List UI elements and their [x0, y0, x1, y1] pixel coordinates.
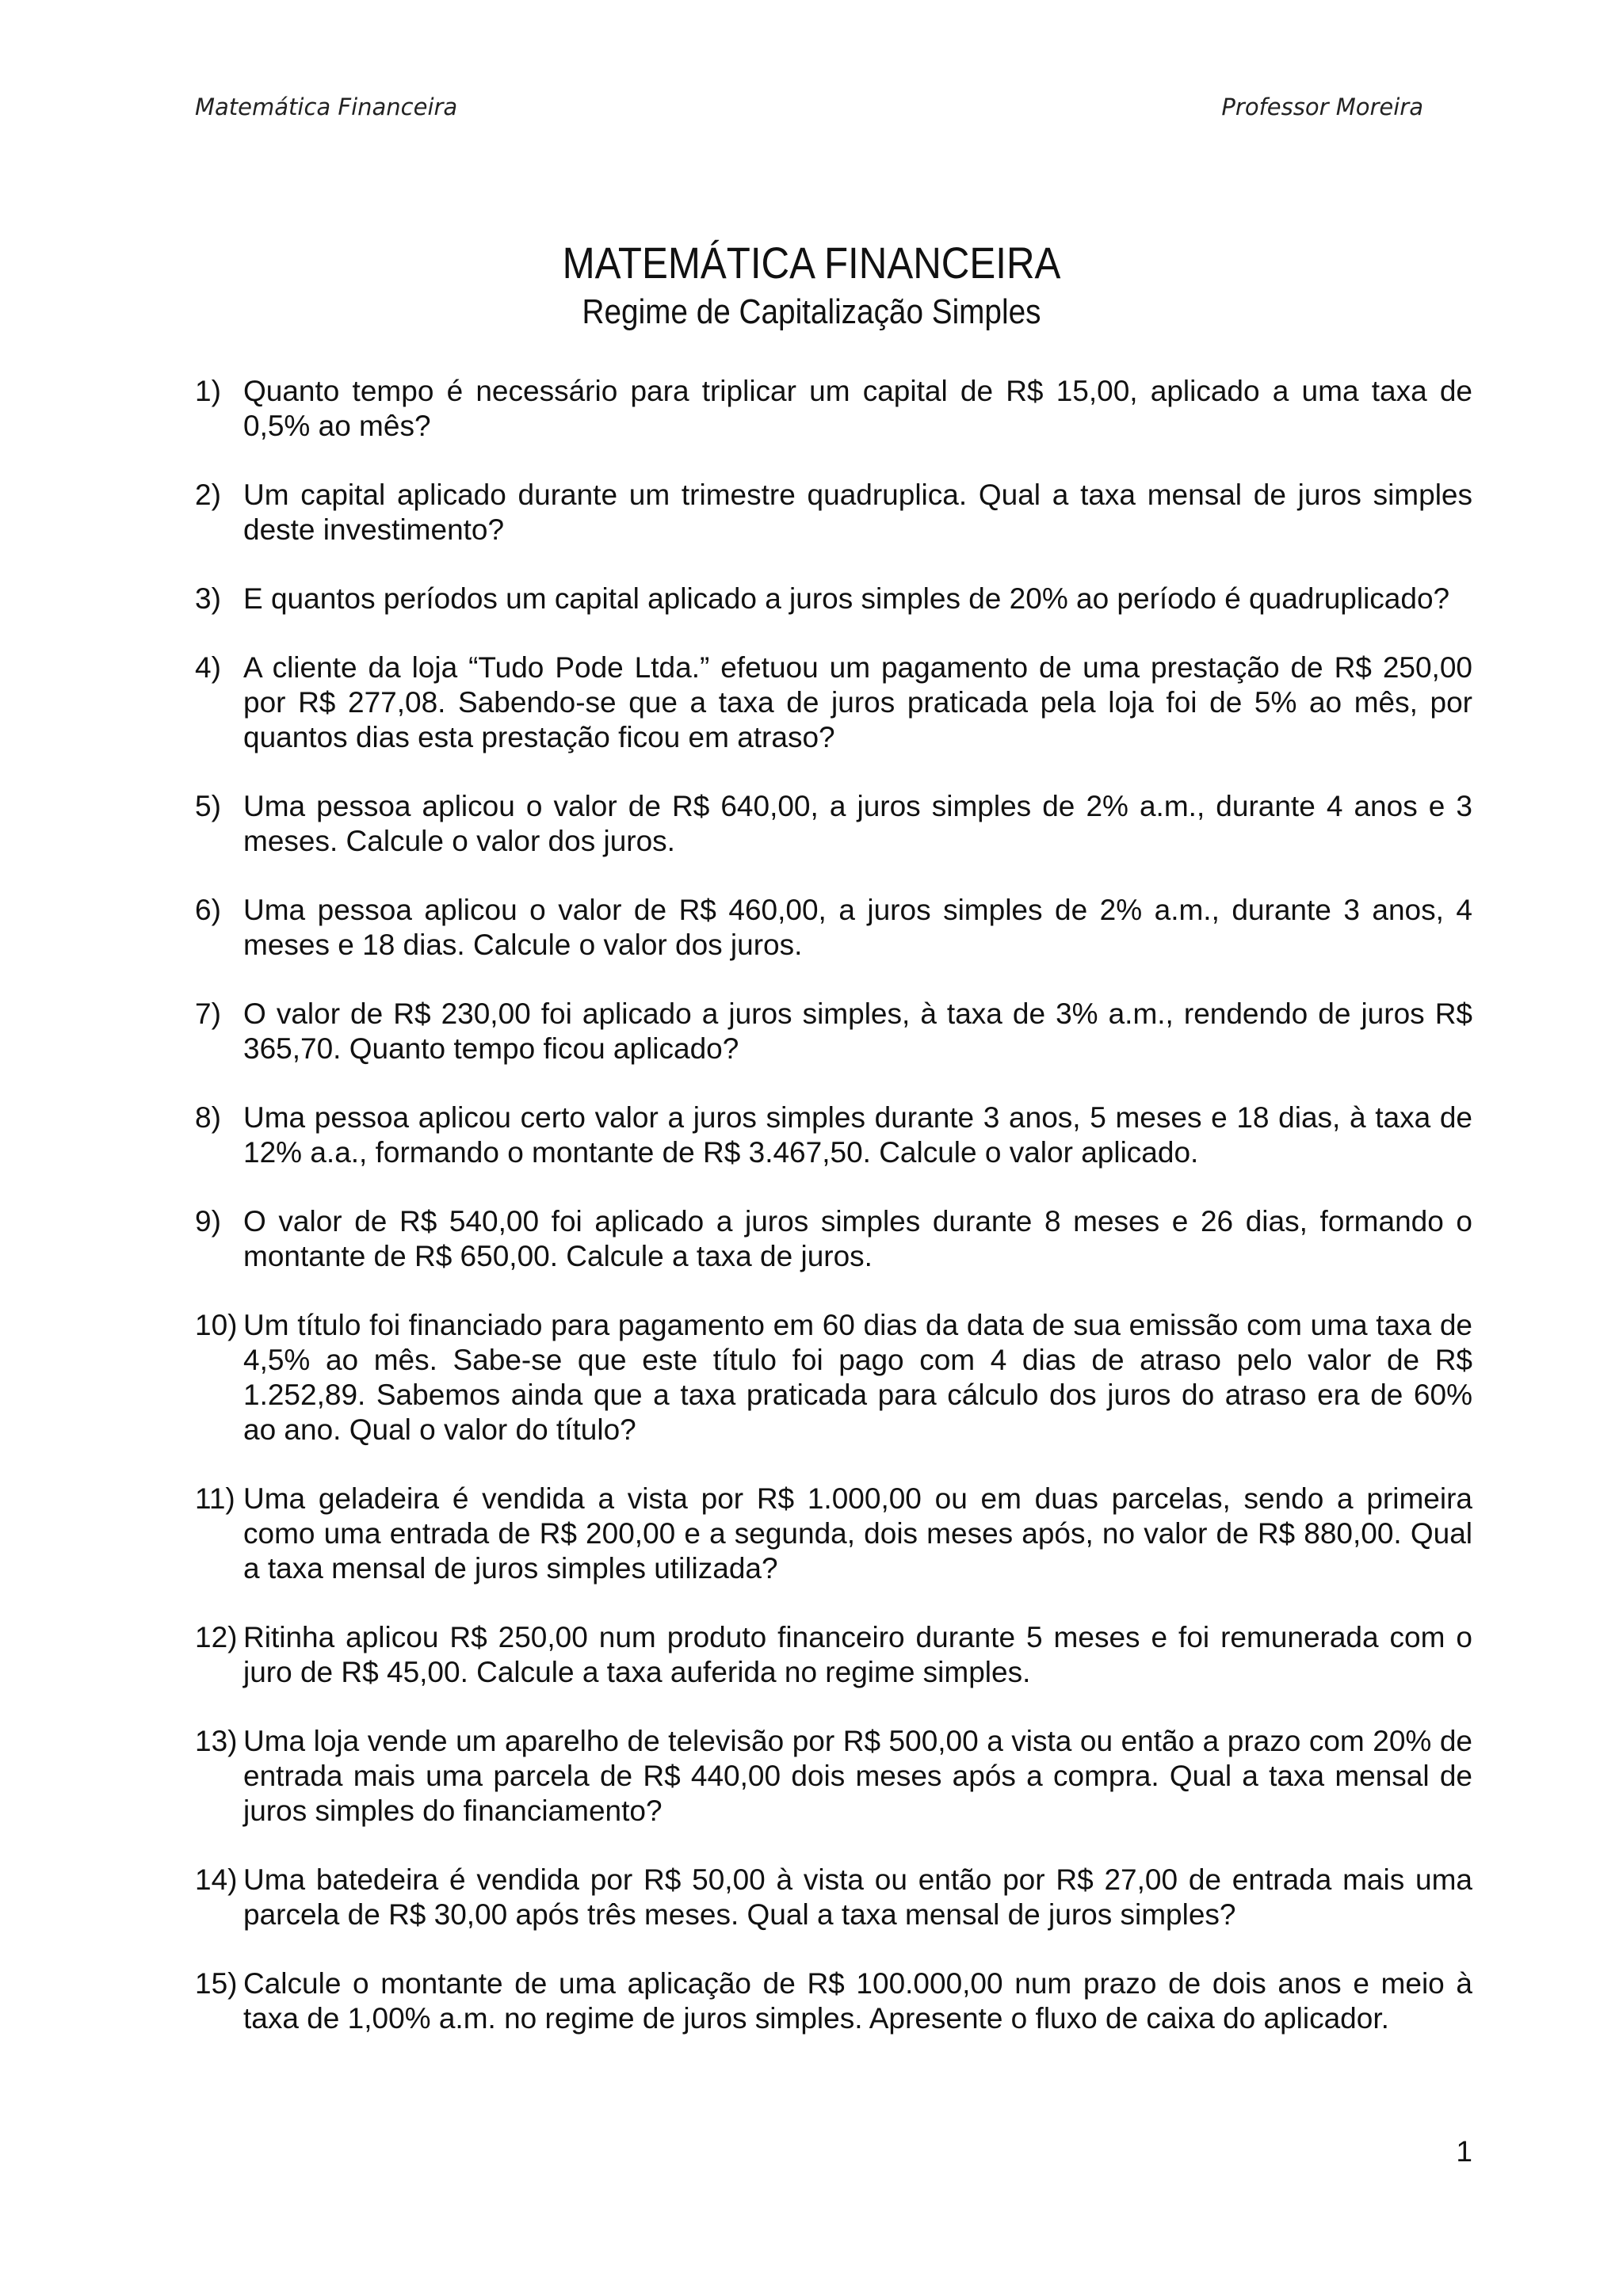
page-number: 1: [1456, 2135, 1472, 2168]
exercise-number: 13): [195, 1725, 238, 1757]
exercise-item: [195, 997, 1472, 1066]
exercise-text: A cliente da loja “Tudo Pode Ltda.” efetuou um pagamento de uma prestação de R$ 250,00 por R$ 277,08. Sabendo-se que a taxa de juros praticada pela loja foi de 5% ao mês, por quantos dias esta prestação ficou em atraso?: [243, 651, 1472, 753]
header-course-name: Matemática Financeira: [195, 93, 458, 120]
exercise-item: [195, 789, 1472, 859]
page-subtitle: Regime de Capitalização Simples: [582, 292, 1041, 331]
exercise-item: [195, 1620, 1472, 1690]
exercise-text: Uma batedeira é vendida por R$ 50,00 à vista ou então por R$ 27,00 de entrada mais uma parcela de R$ 30,00 após três meses. Qual a taxa mensal de juros simples?: [243, 1863, 1472, 1931]
exercise-text: O valor de R$ 230,00 foi aplicado a juros simples, à taxa de 3% a.m., rendendo de juros R$ 365,70. Quanto tempo ficou aplicado?: [243, 997, 1472, 1065]
exercise-number: 2): [195, 479, 221, 511]
exercise-number: 12): [195, 1621, 238, 1653]
exercise-list: [195, 374, 1472, 2070]
exercise-item: [195, 1863, 1472, 1932]
exercise-number: 11): [195, 1482, 235, 1515]
exercise-text: Um título foi financiado para pagamento em 60 dias da data de sua emissão com uma taxa de 4,5% ao mês. Sabe-se que este título foi pago com 4 dias de atraso pelo valor de R$ 1.252,89. Sabemos ainda que a taxa praticada para cálculo dos juros do atraso era de 60% ao ano. Qual o valor do título?: [243, 1309, 1472, 1446]
title-block: [0, 238, 1623, 334]
exercise-item: [195, 1100, 1472, 1170]
exercise-item: [195, 1724, 1472, 1829]
exercise-text: E quantos períodos um capital aplicado a juros simples de 20% ao período é quadruplicado?: [243, 582, 1450, 615]
exercise-text: Uma pessoa aplicou certo valor a juros simples durante 3 anos, 5 meses e 18 dias, à taxa de 12% a.a., formando o montante de R$ 3.467,50. Calcule o valor aplicado.: [243, 1101, 1472, 1169]
exercise-number: 7): [195, 997, 221, 1030]
exercise-number: 5): [195, 790, 221, 822]
page-title: MATEMÁTICA FINANCEIRA: [562, 238, 1061, 288]
exercise-item: [195, 1204, 1472, 1274]
exercise-text: Uma loja vende um aparelho de televisão por R$ 500,00 a vista ou então a prazo com 20% de entrada mais uma parcela de R$ 440,00 dois meses após a compra. Qual a taxa mensal de juros simples do financiamento?: [243, 1725, 1472, 1827]
exercise-item: [195, 650, 1472, 755]
exercise-text: Quanto tempo é necessário para triplicar um capital de R$ 15,00, aplicado a uma taxa de 0,5% ao mês?: [243, 375, 1472, 442]
exercise-item: [195, 1308, 1472, 1447]
exercise-text: O valor de R$ 540,00 foi aplicado a juros simples durante 8 meses e 26 dias, formando o montante de R$ 650,00. Calcule a taxa de juros.: [243, 1205, 1472, 1272]
exercise-item: [195, 582, 1472, 616]
exercise-number: 15): [195, 1967, 238, 2000]
exercise-number: 14): [195, 1863, 238, 1896]
exercise-item: [195, 478, 1472, 547]
exercise-number: 8): [195, 1101, 221, 1134]
exercise-number: 6): [195, 894, 221, 926]
exercise-text: Um capital aplicado durante um trimestre quadruplica. Qual a taxa mensal de juros simples deste investimento?: [243, 479, 1472, 546]
exercise-number: 3): [195, 582, 221, 615]
header-author: Professor Moreira: [1221, 93, 1423, 120]
exercise-text: Uma pessoa aplicou o valor de R$ 460,00, a juros simples de 2% a.m., durante 3 anos, 4 meses e 18 dias. Calcule o valor dos juros.: [243, 894, 1472, 961]
exercise-number: 1): [195, 375, 221, 407]
exercise-text: Uma geladeira é vendida a vista por R$ 1.000,00 ou em duas parcelas, sendo a primeira como uma entrada de R$ 200,00 e a segunda, dois meses após, no valor de R$ 880,00. Qual a taxa mensal de juros simples utilizada?: [243, 1482, 1472, 1585]
exercise-item: [195, 374, 1472, 444]
exercise-text: Ritinha aplicou R$ 250,00 num produto financeiro durante 5 meses e foi remunerada com o juro de R$ 45,00. Calcule a taxa auferida no regime simples.: [243, 1621, 1472, 1688]
exercise-text: Uma pessoa aplicou o valor de R$ 640,00, a juros simples de 2% a.m., durante 4 anos e 3 meses. Calcule o valor dos juros.: [243, 790, 1472, 857]
exercise-number: 10): [195, 1309, 238, 1341]
exercise-number: 4): [195, 651, 221, 684]
exercise-number: 9): [195, 1205, 221, 1238]
exercise-item: [195, 1482, 1472, 1586]
exercise-item: [195, 1966, 1472, 2036]
exercise-text: Calcule o montante de uma aplicação de R$ 100.000,00 num prazo de dois anos e meio à taxa de 1,00% a.m. no regime de juros simples. Apresente o fluxo de caixa do aplicador.: [243, 1967, 1472, 2035]
exercise-item: [195, 893, 1472, 963]
